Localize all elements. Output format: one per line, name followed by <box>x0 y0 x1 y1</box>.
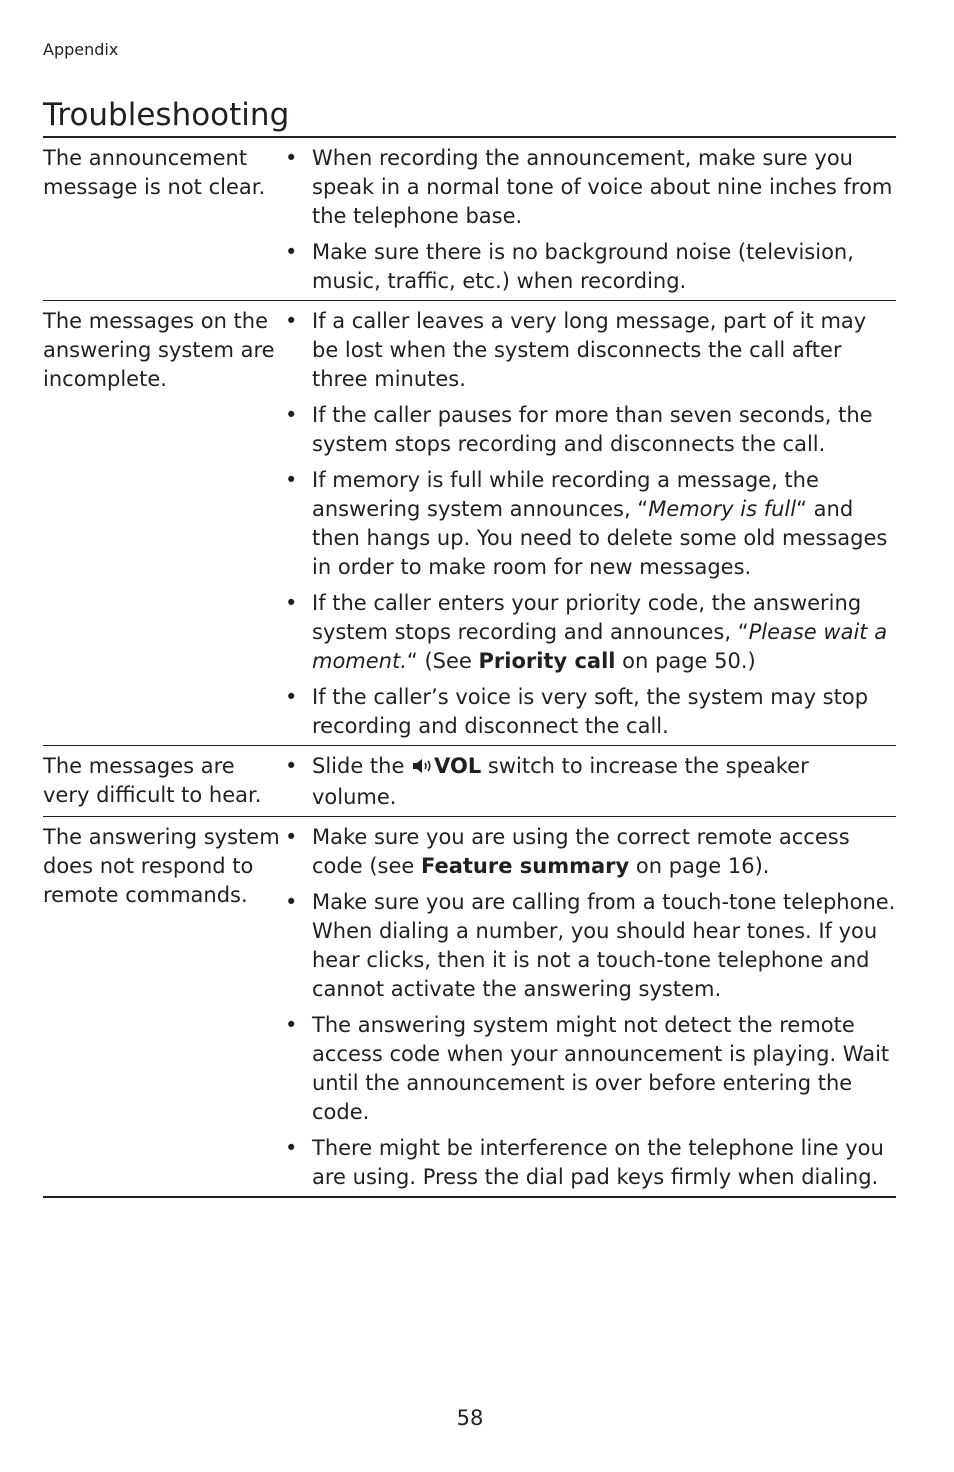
solution-text-start: If memory is full while recording a message, the answering system announces, “ <box>312 468 819 521</box>
bullet: • <box>285 309 298 333</box>
table-row <box>43 746 896 817</box>
troubleshooting-table <box>43 136 896 1198</box>
solution-list <box>283 144 896 296</box>
solution-text-end: switch to increase the speaker volume. <box>312 754 809 809</box>
solution-text-end: on page 16). <box>629 854 770 878</box>
page-number: 58 <box>456 1406 484 1430</box>
cross-reference: Priority call <box>478 649 616 673</box>
solution-text: The answering system might not detect the remote access code when your announcement is playing. Wait until the announcement is over before entering the code. <box>312 1013 890 1124</box>
problem-text: The answering system does not respond to remote commands. <box>43 825 280 907</box>
page-title: Troubleshooting <box>43 96 290 133</box>
bullet: • <box>285 468 298 492</box>
announcement-quote: Please wait a moment. <box>312 620 888 673</box>
solution-text-start: Make sure you are using the correct remote access code (see <box>312 825 850 878</box>
solution-text: If the caller’s voice is very soft, the system may stop recording and disconnect the call. <box>312 685 869 738</box>
bullet: • <box>285 1136 298 1160</box>
solution-text-end: “ and then hangs up. You need to delete some old messages in order to make room for new messages. <box>312 497 888 579</box>
bullet: • <box>285 825 298 849</box>
list-item <box>283 823 896 881</box>
list-item <box>283 1011 896 1127</box>
table-row <box>43 301 896 746</box>
bullet: • <box>285 754 298 778</box>
table-row <box>43 138 896 301</box>
list-item <box>283 1134 896 1192</box>
solution-text: Make sure you are calling from a touch-tone telephone. When dialing a number, you should hear tones. If you hear clicks, then it is not a touch-tone telephone and cannot activate the answering system. <box>312 890 896 1001</box>
problem-text: The announcement message is not clear. <box>43 146 266 199</box>
vol-switch-label: VOL <box>434 754 482 778</box>
solution-list <box>283 752 896 812</box>
bullet: • <box>285 240 298 264</box>
solution-text: If the caller pauses for more than seven seconds, the system stops recording and disconnects the call. <box>312 403 873 456</box>
bullet: • <box>285 685 298 709</box>
solution-text: When recording the announcement, make sure you speak in a normal tone of voice about nine inches from the telephone base. <box>312 146 893 228</box>
list-item <box>283 589 896 676</box>
solution-text-end: on page 50.) <box>615 649 756 673</box>
solution-text: There might be interference on the telephone line you are using. Press the dial pad keys firmly when dialing. <box>312 1136 884 1189</box>
solution-text-start: If the caller enters your priority code, the answering system stops recording and announces, “ <box>312 591 862 644</box>
bullet: • <box>285 146 298 170</box>
list-item <box>283 144 896 231</box>
solution-text: Make sure there is no background noise (television, music, traffic, etc.) when recording. <box>312 240 854 293</box>
bullet: • <box>285 403 298 427</box>
list-item <box>283 466 896 582</box>
list-item <box>283 401 896 459</box>
bullet: • <box>285 890 298 914</box>
list-item <box>283 888 896 1004</box>
problem-text: The messages on the answering system are incomplete. <box>43 309 275 391</box>
solution-text-middle: “ (See <box>406 649 479 673</box>
solution-list <box>283 307 896 741</box>
problem-text: The messages are very difficult to hear. <box>43 754 262 807</box>
speaker-volume-icon <box>411 754 433 783</box>
solution-list <box>283 823 896 1192</box>
list-item <box>283 683 896 741</box>
list-item <box>283 238 896 296</box>
cross-reference: Feature summary <box>420 854 630 878</box>
announcement-quote: Memory is full <box>648 497 797 521</box>
solution-text-start: Slide the <box>312 754 412 778</box>
bullet: • <box>285 591 298 615</box>
bullet: • <box>285 1013 298 1037</box>
solution-text: If a caller leaves a very long message, part of it may be lost when the system disconnects the call after three minutes. <box>312 309 867 391</box>
section-label: Appendix <box>43 40 119 59</box>
list-item <box>283 752 896 812</box>
list-item <box>283 307 896 394</box>
table-row <box>43 817 896 1198</box>
